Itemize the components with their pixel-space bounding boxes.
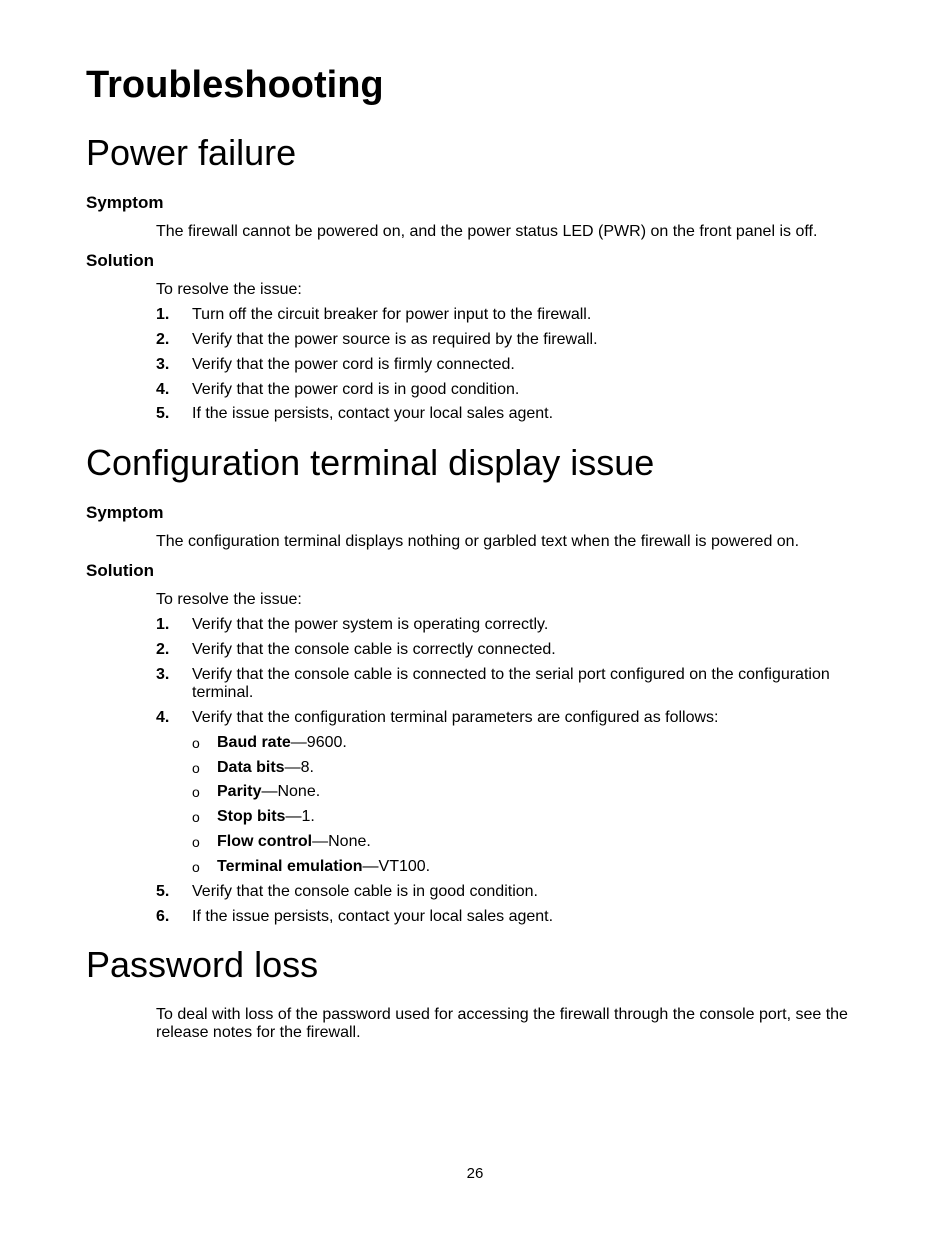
param-item-terminal-emulation — [217, 857, 430, 876]
step-number: 5. — [156, 405, 170, 422]
param-item-flow-control — [217, 832, 371, 851]
bullet-icon: o — [192, 784, 200, 800]
step-text: Verify that the power source is as required by the firewall. — [192, 331, 598, 348]
page-title: Troubleshooting — [86, 64, 384, 106]
bullet-icon: o — [192, 760, 200, 776]
step-text: Verify that the power cord is firmly connected. — [192, 356, 515, 373]
step-text: Verify that the console cable is connected to the serial port configured on the configuration — [192, 666, 830, 683]
param-value: —1. — [285, 808, 315, 825]
step-number: 4. — [156, 709, 170, 726]
step-number: 6. — [156, 908, 170, 925]
param-name: Parity — [217, 783, 262, 800]
bullet-icon: o — [192, 834, 200, 850]
param-value: —VT100. — [362, 858, 431, 875]
solution-intro: To resolve the issue: — [156, 591, 302, 608]
param-value: —None. — [261, 783, 321, 800]
param-value: —8. — [284, 759, 314, 776]
symptom-text: The firewall cannot be powered on, and the power status LED (PWR) on the front panel is off. — [156, 223, 818, 240]
page-number: 26 — [466, 1165, 484, 1182]
symptom-label: Symptom — [86, 503, 164, 522]
param-value: —None. — [312, 833, 371, 850]
param-name: Flow control — [217, 833, 313, 850]
bullet-icon: o — [192, 735, 200, 751]
param-item-stop-bits — [217, 807, 315, 826]
symptom-label: Symptom — [86, 193, 164, 212]
step-text: Verify that the console cable is in good condition. — [192, 883, 538, 900]
param-name: Stop bits — [217, 808, 286, 825]
step-number: 1. — [156, 306, 170, 323]
step-text: If the issue persists, contact your local sales agent. — [192, 405, 554, 422]
param-name: Data bits — [217, 759, 285, 776]
step-text: Verify that the power system is operating correctly. — [192, 616, 549, 633]
password-loss-text: To deal with loss of the password used for accessing the firewall through the console port, see the — [156, 1006, 848, 1023]
solution-intro: To resolve the issue: — [156, 281, 302, 298]
solution-label: Solution — [86, 561, 154, 580]
step-number: 1. — [156, 616, 170, 633]
bullet-icon: o — [192, 859, 200, 875]
section-heading-power-failure: Power failure — [86, 132, 297, 173]
param-item-parity — [217, 782, 320, 801]
section-heading-config-terminal: Configuration terminal display issue — [86, 442, 655, 483]
step-text: Verify that the configuration terminal parameters are configured as follows: — [192, 709, 719, 726]
step-text: Verify that the console cable is correctly connected. — [192, 641, 556, 658]
step-text-continued: terminal. — [192, 684, 254, 701]
param-item-data-bits — [217, 758, 314, 777]
step-text: Verify that the power cord is in good condition. — [192, 381, 520, 398]
step-text: If the issue persists, contact your local sales agent. — [192, 908, 554, 925]
step-number: 4. — [156, 381, 170, 398]
bullet-icon: o — [192, 809, 200, 825]
solution-label: Solution — [86, 251, 154, 270]
section-heading-password-loss: Password loss — [86, 944, 319, 985]
param-name: Terminal emulation — [217, 858, 363, 875]
step-number: 2. — [156, 641, 170, 658]
step-number: 3. — [156, 356, 170, 373]
step-number: 2. — [156, 331, 170, 348]
param-name: Baud rate — [217, 734, 291, 751]
param-item-baud-rate — [217, 733, 347, 752]
step-text: Turn off the circuit breaker for power input to the firewall. — [192, 306, 592, 323]
param-value: —9600. — [290, 734, 347, 751]
password-loss-text-continued: release notes for the firewall. — [156, 1024, 361, 1041]
step-number: 5. — [156, 883, 170, 900]
step-number: 3. — [156, 666, 170, 683]
symptom-text: The configuration terminal displays nothing or garbled text when the firewall is powered on. — [156, 533, 800, 550]
